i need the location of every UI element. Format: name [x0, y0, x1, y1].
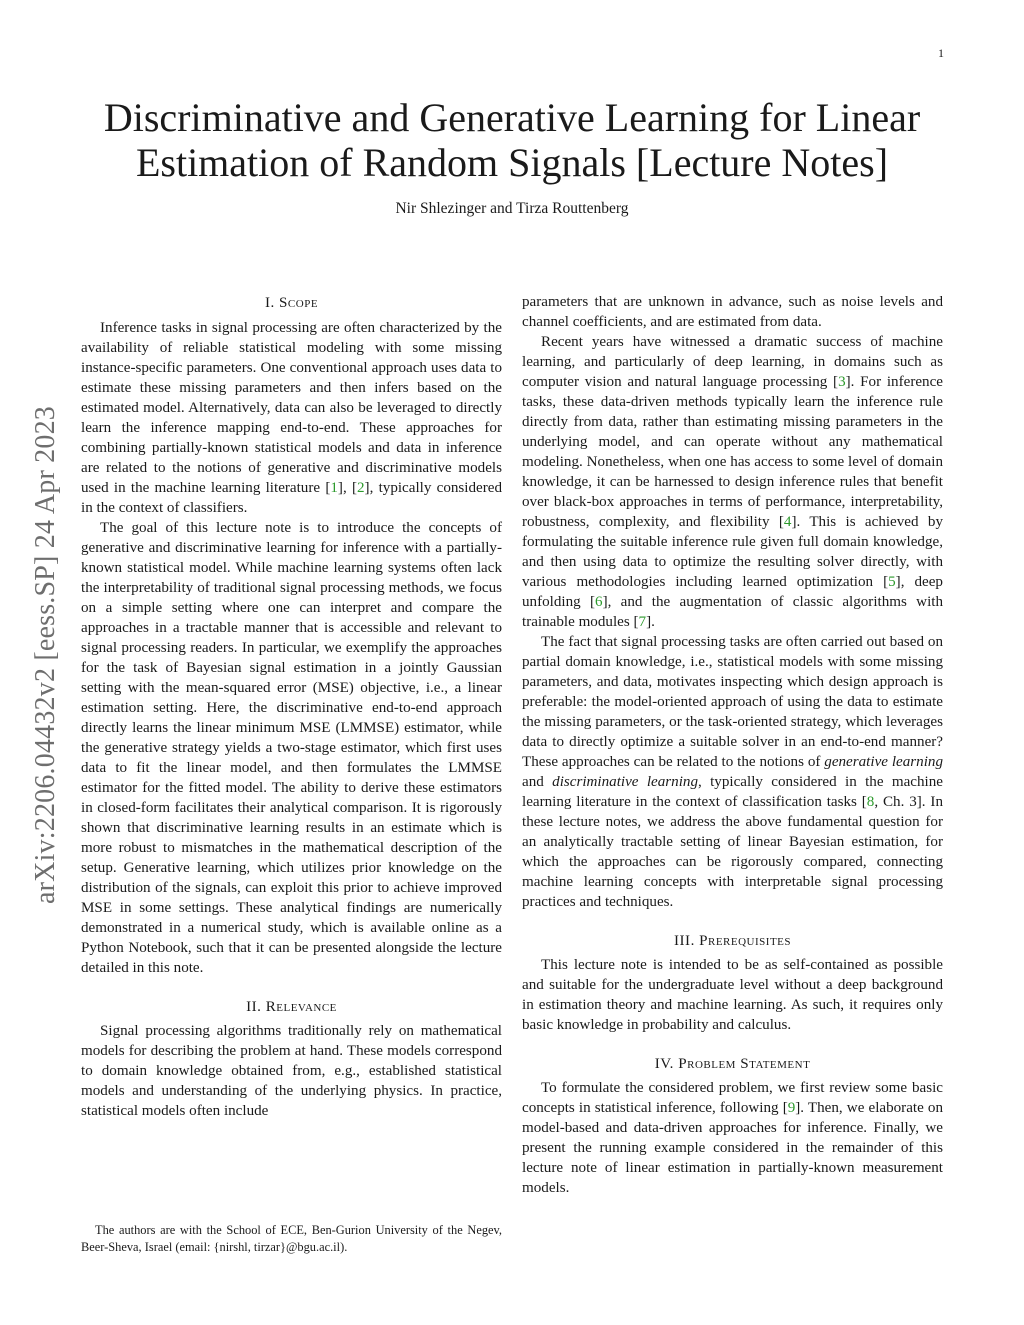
title-line-2: Estimation of Random Signals [Lecture Notes]	[135, 140, 889, 185]
emphasis-discriminative-learning: discriminative learning	[552, 774, 698, 790]
citation-link[interactable]: 7	[638, 614, 647, 630]
relevance-paragraph-3: The fact that signal processing tasks are often carried out based on partial domain knowledge, i.e., statistical models with some missing parameters, and data, motivates inspecting which design approach is preferable: the model-oriented approach of using the data to estimate the missing parameters, or the task-oriented strategy, which leverages data to directly optimize a suitable solver in an end-to-end manner? These approaches can be related to the notions of generative learning and discriminative learning, typically considered in the machine learning literature in the context of classification tasks [8, Ch. 3]. In these lecture notes, we address the above fundamental question for an analytically tractable setting of linear Bayesian estimation, for which the approaches can be rigorously compared, connecting machine learning concepts with interpretable signal processing practices and techniques.	[522, 634, 943, 910]
relevance-paragraph-2: Recent years have witnessed a dramatic success of machine learning, and particularly of deep learning, in domains such as computer vision and natural language processing [3]. For inference tasks, these data-driven methods typically learn the inference rule directly from data, rather than estimating missing parameters in the underlying model, and can operate without any mathematical modeling. Nonetheless, when one has access to some level of domain knowledge, it can be harnessed to design inference rules that benefit over black-box approaches in terms of performance, interpretability, robustness, complexity, and flexibility [4]. This is achieved by formulating the suitable inference rule given full domain knowledge, and then using data to optimize the resulting solver directly, with various methodologies including learned optimization [5], deep unfolding [6], and the augmentation of classic algorithms with trainable modules [7].	[522, 334, 944, 630]
left-column	[81, 292, 502, 1121]
citation-link[interactable]: 3	[838, 374, 846, 390]
citation-link[interactable]: 5	[888, 574, 896, 590]
citation-link[interactable]: 8	[866, 794, 875, 810]
section-heading-relevance: II. Relevance	[246, 999, 337, 1015]
author-list: Nir Shlezinger and Tirza Routtenberg	[395, 200, 629, 217]
scope-paragraph-2: The goal of this lecture note is to introduce the concepts of generative and discriminative learning for inference with a partially-known statistical model. While machine learning systems often lack the interpretability of traditional signal processing methods, we focus on a simple setting where one can interpret and compare the approaches in a tractable manner that is accessible and relevant to signal processing readers. In particular, we exemplify the approaches for the task of Bayesian signal estimation in a jointly Gaussian setting with the mean-squared error (MSE) objective, i.e., a linear estimation setting. Here, the discriminative end-to-end approach directly learns the linear minimum MSE (LMMSE) estimator, while the generative strategy yields a two-stage estimator, which first uses data to fit the linear model, and then formulates the LMMSE estimator for the fitted model. The ability to derive these estimators in closed-form facilitates their analytical comparison. It is rigorously shown that discriminative learning results in an estimate which is more robust to mismatches in the mathematical description of the setup. Generative learning, which utilizes prior knowledge on the distribution of the signals, can exploit this prior to achieve improved MSE in some settings. These analytical findings are numerically demonstrated in a numerical study, which is available online as a Python Notebook, such that it can be presented alongside the lecture detailed in this note.	[81, 520, 502, 976]
right-column	[522, 292, 943, 1198]
paper-title	[80, 95, 944, 185]
page-number: 1	[938, 46, 944, 60]
section-heading-scope: I. Scope	[264, 295, 319, 311]
relevance-paragraph-1: Signal processing algorithms traditionally rely on mathematical models for describing the problem at hand. These models correspond to domain knowledge obtained from, e.g., established statistical models and understanding of the underlying physics. In practice, statistical models often include	[81, 1023, 502, 1119]
citation-link[interactable]: 6	[595, 594, 603, 610]
citation-link[interactable]: 4	[783, 514, 792, 530]
title-line-1: Discriminative and Generative Learning for Linear	[103, 95, 921, 140]
section-heading-prerequisites: III. Prerequisites	[673, 933, 792, 949]
scope-paragraph-1: Inference tasks in signal processing are often characterized by the availability of reliable statistical modeling with some missing instance-specific parameters. One conventional approach uses data to estimate these missing parameters and then infers based on the estimated model. Alternatively, data can also be leveraged to directly learn the inference mapping end-to-end. These approaches for combining partially-known statistical models and data in inference are related to the notions of generative and discriminative models used in the machine learning literature [1], [2], typically considered in the context of classifiers.	[81, 320, 503, 516]
problem-statement-paragraph: To formulate the considered problem, we first review some basic concepts in statistical inference, following [9]. Then, we elaborate on model-based and data-driven approaches for inference. Finally, we present the running example considered in the remainder of this lecture note of linear estimation in partially-known measurement models.	[522, 1080, 943, 1196]
citation-link[interactable]: 2	[356, 480, 365, 496]
relevance-paragraph-1-continued: parameters that are unknown in advance, such as noise levels and channel coefficients, and are estimated from data.	[522, 294, 943, 330]
section-heading-problem-statement: IV. Problem Statement	[654, 1056, 811, 1072]
citation-link[interactable]: 9	[787, 1100, 796, 1116]
author-affiliation-footnote: The authors are with the School of ECE, Ben-Gurion University of the Negev, Beer-Sheva, Israel (email: {nirshl, tirzar}@bgu.ac.il).	[81, 1223, 502, 1254]
emphasis-generative-learning: generative learning	[824, 754, 943, 770]
prerequisites-paragraph: This lecture note is intended to be as self-contained as possible and suitable for the undergraduate level without a deep background in estimation theory and machine learning. As such, it requires only basic knowledge in probability and calculus.	[522, 957, 943, 1033]
arxiv-identifier-stamp: arXiv:2206.04432v2 [eess.SP] 24 Apr 2023	[30, 406, 61, 904]
citation-link[interactable]: 1	[330, 480, 338, 496]
